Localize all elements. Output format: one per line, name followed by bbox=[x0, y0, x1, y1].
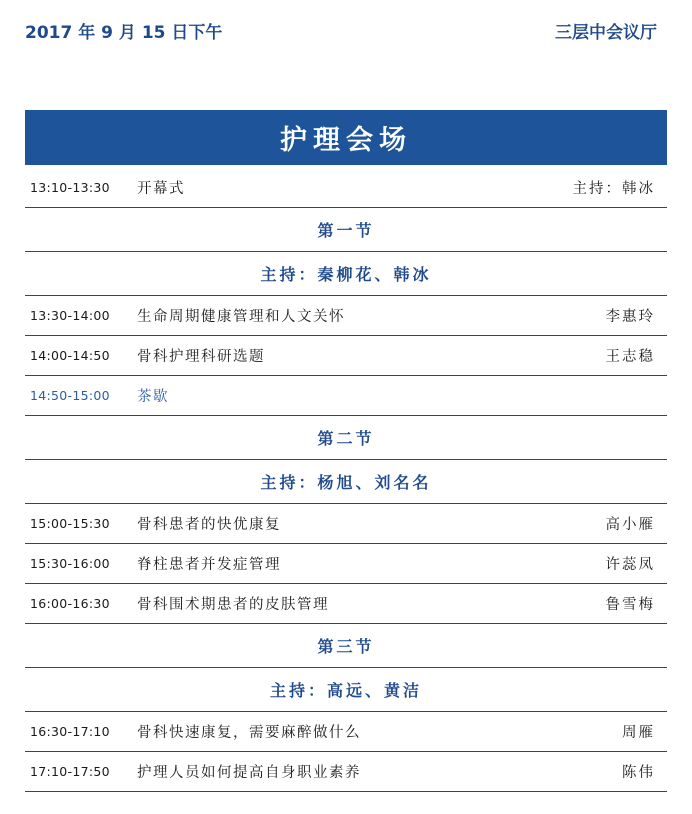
section-hosts: 主持：高远、黄洁 bbox=[269, 681, 422, 700]
talk-topic: 骨科快速康复，需要麻醉做什么 bbox=[137, 725, 361, 741]
speaker-name: 周雁 bbox=[622, 725, 655, 741]
section-hosts-3 bbox=[25, 668, 667, 712]
venue-banner bbox=[25, 110, 667, 165]
section-hosts: 主持：秦柳花、韩冰 bbox=[260, 265, 432, 284]
opening-host: 主持：韩冰 bbox=[572, 181, 655, 197]
schedule-row bbox=[25, 752, 667, 792]
talk-topic: 骨科护理科研选题 bbox=[137, 349, 265, 365]
time-slot: 14:00-14:50 bbox=[30, 348, 110, 363]
schedule-row bbox=[25, 712, 667, 752]
talk-topic: 开幕式 bbox=[137, 181, 185, 197]
time-slot: 13:30-14:00 bbox=[30, 308, 110, 323]
talk-topic: 护理人员如何提高自身职业素养 bbox=[137, 765, 361, 781]
room-name: 三层中会议厅 bbox=[555, 23, 657, 43]
time-slot: 15:30-16:00 bbox=[30, 556, 110, 571]
schedule-row bbox=[25, 584, 667, 624]
schedule-row bbox=[25, 544, 667, 584]
talk-topic: 脊柱患者并发症管理 bbox=[137, 557, 281, 573]
section-header-2 bbox=[25, 416, 667, 460]
session-date: 2017 年 9 月 15 日下午 bbox=[25, 23, 223, 43]
section-hosts-1 bbox=[25, 252, 667, 296]
speaker-name: 许蕊凤 bbox=[605, 557, 655, 573]
schedule-row-opening bbox=[25, 168, 667, 208]
section-header-1 bbox=[25, 208, 667, 252]
talk-topic: 生命周期健康管理和人文关怀 bbox=[137, 309, 345, 325]
venue-title: 护理会场 bbox=[280, 125, 412, 156]
section-header-3 bbox=[25, 624, 667, 668]
time-slot: 17:10-17:50 bbox=[30, 764, 110, 779]
speaker-name: 鲁雪梅 bbox=[605, 597, 655, 613]
time-slot: 14:50-15:00 bbox=[30, 388, 110, 403]
schedule-row bbox=[25, 336, 667, 376]
schedule-row-break bbox=[25, 376, 667, 416]
schedule-row bbox=[25, 504, 667, 544]
tea-break-label: 茶歇 bbox=[137, 389, 169, 405]
time-slot: 15:00-15:30 bbox=[30, 516, 110, 531]
section-title: 第三节 bbox=[317, 637, 375, 656]
time-slot: 16:30-17:10 bbox=[30, 724, 110, 739]
schedule-row bbox=[25, 296, 667, 336]
time-slot: 16:00-16:30 bbox=[30, 596, 110, 611]
section-hosts: 主持：杨旭、刘名名 bbox=[260, 473, 432, 492]
talk-topic: 骨科围术期患者的皮肤管理 bbox=[137, 597, 329, 613]
speaker-name: 王志稳 bbox=[605, 349, 655, 365]
speaker-name: 高小雁 bbox=[605, 517, 655, 533]
time-slot: 13:10-13:30 bbox=[30, 180, 110, 195]
schedule-table bbox=[25, 168, 667, 792]
section-title: 第二节 bbox=[317, 429, 375, 448]
speaker-name: 陈伟 bbox=[622, 765, 655, 781]
section-hosts-2 bbox=[25, 460, 667, 504]
speaker-name: 李惠玲 bbox=[605, 309, 655, 325]
talk-topic: 骨科患者的快优康复 bbox=[137, 517, 281, 533]
section-title: 第一节 bbox=[317, 221, 375, 240]
